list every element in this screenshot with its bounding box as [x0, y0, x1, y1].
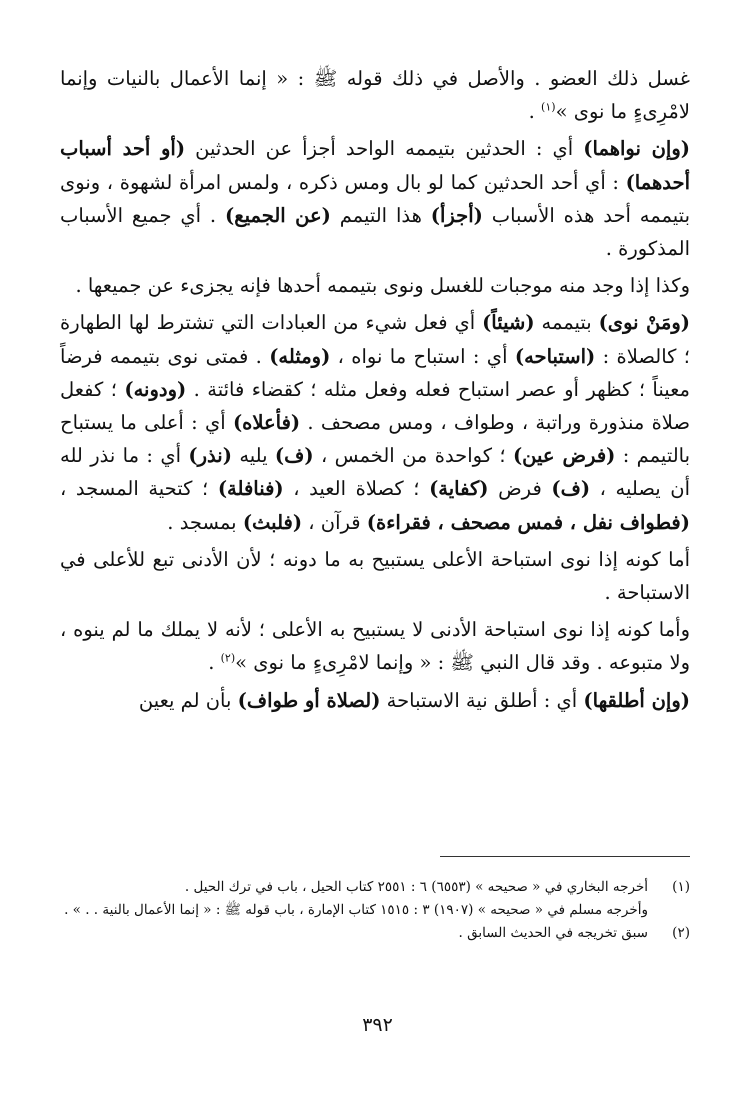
footnote-text: وأخرجه مسلم في « صحيحه » (١٩٠٧) ٣ : ١٥١٥ كتاب الإمارة ، باب قوله ﷺ : « إنما الأعمال بالنية . . » .: [64, 902, 648, 918]
text-run: وأما كونه إذا نوى استباحة الأدنى لا يستبيح به الأعلى ؛ لأنه لا يملك ما لم ينوه ، ولا متبوعه . وقد قال النبي ﷺ : « وإنما لامْرِىءٍ ما نوى »: [60, 618, 690, 675]
bold-term: (وإن نواهما): [583, 137, 690, 161]
text-run: أي : الحدثين بتيممه الواحد أجزأ عن الحدثين: [185, 137, 584, 161]
paragraph-2: [60, 132, 690, 265]
footnote-item: [60, 876, 690, 899]
text-run: ؛ كفعل صلاة منذورة وراتبة ، وطواف ، ومس مصحف .: [60, 377, 691, 435]
paragraph-7: [60, 684, 690, 717]
text-run: ؛ كتحية المسجد ،: [60, 477, 218, 501]
paragraph-5: [60, 543, 690, 609]
text-run: : أي أحد الحدثين كما لو بال ومس ذكره ، ولمس امرأة لشهوة ، ونوى بتيممه أحد هذه الأسباب: [60, 170, 690, 227]
bold-term: (فطواف نفل ، فمس مصحف ، فقراءة): [366, 510, 690, 534]
paragraph-3: [60, 269, 690, 302]
bold-term: (ف): [551, 477, 591, 501]
bold-term: (استباحه): [514, 344, 596, 368]
text-run: ؛ كواحدة من الخمس ،: [313, 444, 513, 468]
paragraph-6: [60, 613, 690, 679]
text-run: أي : أطلق نية الاستباحة: [380, 688, 584, 712]
text-run: .: [528, 100, 542, 124]
text-run: ؛ كصلاة العيد ،: [283, 477, 430, 501]
text-run: بأن لم يعين: [138, 688, 238, 712]
bold-term: (فأعلاه): [232, 411, 301, 435]
footnote-divider: [440, 856, 690, 857]
bold-term: (وإن أطلقها): [583, 688, 690, 712]
bold-term: (ومَنْ نوى): [598, 311, 690, 335]
text-run: هذا التيمم: [330, 203, 431, 227]
footnote-number: (٢): [672, 925, 690, 941]
bold-term: (كفاية): [429, 477, 489, 501]
text-run: غسل ذلك العضو . والأصل في ذلك قوله ﷺ : « إنما الأعمال بالنيات وإنما لامْرِىءٍ ما نوى »: [60, 67, 690, 124]
footnote-number: (١): [672, 879, 690, 895]
footnote-text: سبق تخريجه في الحديث السابق .: [458, 925, 648, 941]
text-run: أي : أعلى ما يستباح بالتيمم :: [60, 411, 691, 468]
footnote-item: [60, 922, 690, 945]
bold-term: (ودونه): [124, 377, 187, 401]
text-run: أي : ما نذر لله أن يصليه ،: [60, 444, 690, 501]
footnote-item: [60, 899, 690, 922]
text-run: .: [208, 651, 221, 675]
bold-term: (نذر): [188, 444, 232, 468]
text-run: يليه: [231, 444, 275, 468]
bold-term: (ف): [274, 444, 314, 468]
text-run: بمسجد .: [167, 510, 243, 534]
bold-term: (لصلاة أو طواف): [237, 688, 381, 712]
text-run: . أي جميع الأسباب المذكورة .: [60, 203, 690, 261]
bold-term: (ومثله): [269, 344, 331, 368]
paragraph-4: [60, 306, 690, 538]
bold-term: (فنافلة): [217, 477, 284, 501]
page-body: [60, 62, 690, 717]
text-run: فرض: [488, 477, 552, 501]
bold-term: (شيئاً): [482, 311, 535, 335]
bold-term: (فرض عين): [512, 444, 616, 468]
footnote-number: [648, 899, 690, 922]
text-run: قرآن ،: [302, 510, 367, 534]
text-run: أي : استباح ما نواه ،: [330, 344, 515, 368]
bold-term: (أو أحد أسباب أحدهما): [60, 137, 690, 194]
text-run: وكذا إذا وجد منه موجبات للغسل ونوى بتيممه أحدها فإنه يجزىء عن جميعها .: [75, 274, 690, 298]
footnotes: [60, 876, 690, 945]
bold-term: (فلبث): [242, 510, 303, 534]
text-run: أما كونه إذا نوى استباحة الأعلى يستبيح به ما دونه ؛ لأن الأدنى تبع للأعلى في الاستباحة .: [60, 547, 690, 605]
footnote-text: أخرجه البخاري في « صحيحه » (٦٥٥٣) ٦ : ٢٥٥١ كتاب الحيل ، باب في ترك الحيل .: [184, 879, 648, 895]
bold-term: (أجزأ): [430, 203, 483, 227]
text-run: بتيممه: [534, 311, 599, 335]
page-number: ٣٩٢: [362, 1014, 393, 1036]
paragraph-1: [60, 62, 690, 128]
text-run: أي فعل شيء من العبادات التي تشترط لها الطهارة ؛ كالصلاة :: [60, 311, 691, 368]
bold-term: (عن الجميع): [224, 203, 331, 227]
footnote-ref: (١): [541, 100, 556, 114]
footnote-ref: (٢): [220, 651, 236, 665]
text-run: . فمتى نوى بتيممه فرضاً معيناً ؛ كظهر أو عصر استباح فعله وفعل مثله ؛ كقضاء فائتة .: [60, 344, 690, 401]
